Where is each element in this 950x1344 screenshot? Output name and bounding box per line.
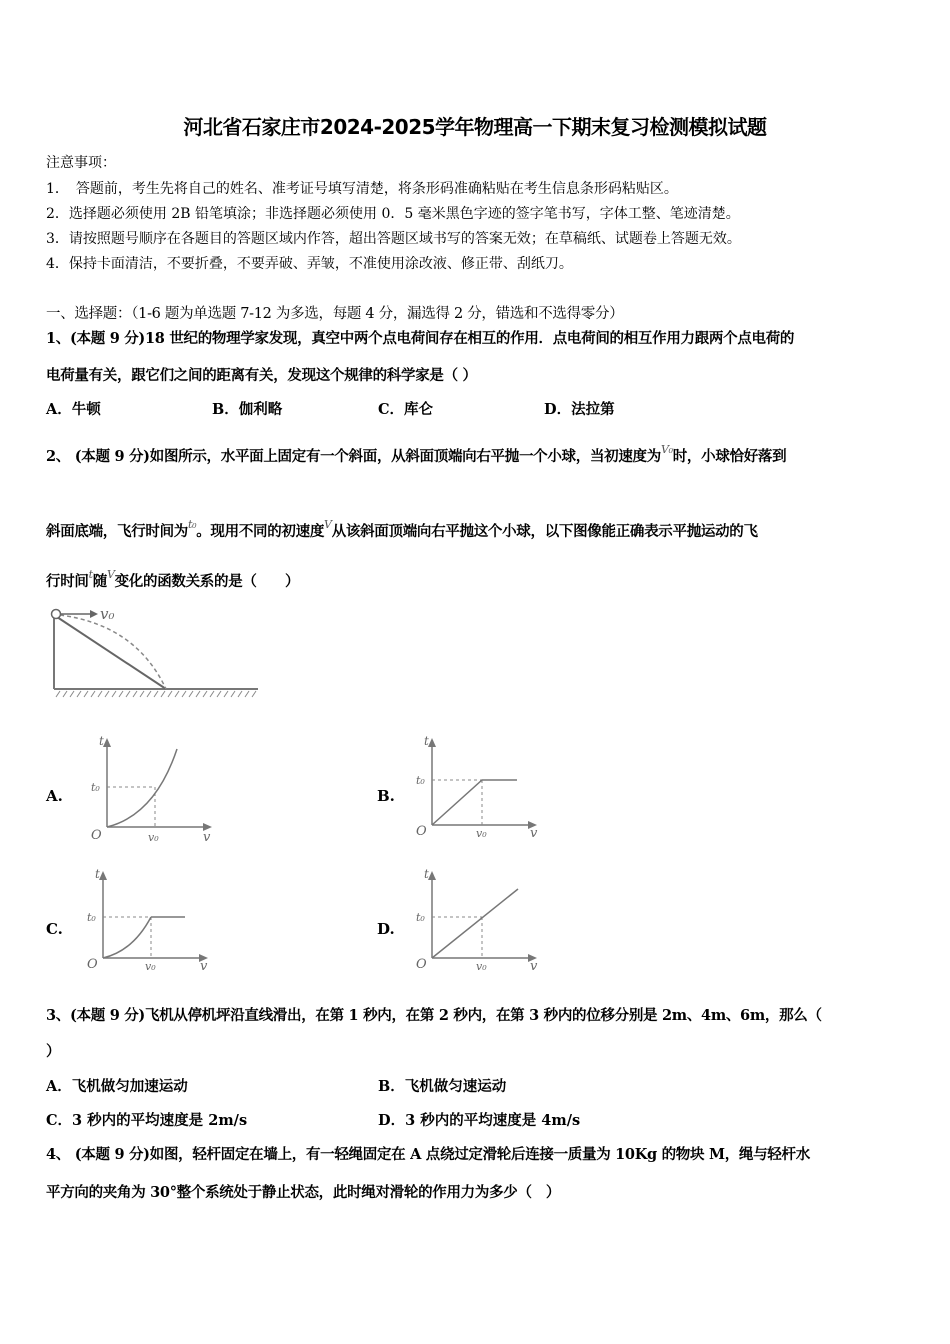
t-symbol: t — [88, 568, 93, 581]
v-symbol-2: V — [106, 568, 115, 581]
notice-item-2: 2．选择题必须使用 2B 铅笔填涂；非选择题必须使用 0．5 毫米黑色字迹的签字笔书写，字体工整、笔迹清楚。 — [46, 206, 740, 222]
svg-text:O: O — [91, 828, 102, 843]
svg-text:t₀: t₀ — [87, 911, 96, 924]
q1-line1: 1、(本题 9 分)18 世纪的物理学家发现，真空中两个点电荷间存在相互的作用．点电荷间的相互作用力跟两个点电荷的 — [46, 330, 795, 347]
t0-symbol: t₀ — [188, 518, 197, 531]
q3-line1: 3、(本题 9 分)飞机从停机坪沿直线滑出，在第 1 秒内，在第 2 秒内，在第 3 秒内的位移分别是 2m、4m、6m，那么（ — [46, 1007, 822, 1024]
v0-symbol: V₀ — [660, 443, 673, 456]
q3-option-a: A．飞机做匀加速运动 — [46, 1078, 188, 1095]
q3-option-c: C．3 秒内的平均速度是 2m/s — [46, 1112, 248, 1129]
q2-line2 — [46, 520, 758, 541]
q4-line1: 4、 (本题 9 分)如图，轻杆固定在墙上，有一轻绳固定在 A 点绕过定滑轮后连接一质量为 10Kg 的物块 M，绳与轻杆水 — [46, 1146, 810, 1163]
q1-option-b: B．伽利略 — [212, 401, 283, 418]
svg-text:t: t — [95, 867, 100, 881]
q2-line1 — [46, 445, 786, 466]
notice-heading: 注意事项： — [46, 155, 116, 171]
graph-b-label: B. — [377, 787, 395, 805]
svg-text:t₀: t₀ — [416, 911, 425, 924]
svg-text:t: t — [424, 735, 429, 748]
q1-option-d: D．法拉第 — [544, 401, 615, 418]
q2-line3 — [46, 570, 299, 591]
graph-c-label: C. — [46, 920, 63, 938]
v-symbol: V — [324, 518, 332, 531]
svg-text:O: O — [416, 824, 427, 839]
svg-text:t: t — [424, 867, 429, 881]
notice-item-4: 4．保持卡面清洁，不要折叠，不要弄破、弄皱，不准使用涂改液、修正带、刮纸刀。 — [46, 256, 573, 272]
graph-a — [85, 735, 220, 845]
graph-b — [412, 735, 547, 845]
page-title: 河北省石家庄市2024-2025学年物理高一下期末复习检测模拟试题 — [183, 115, 767, 139]
section-heading: 一、选择题：（1-6 题为单选题 7-12 为多选，每题 4 分，漏选得 2 分，错选和不选得零分） — [46, 306, 624, 322]
svg-text:O: O — [87, 957, 98, 972]
q1-line2: 电荷量有关，跟它们之间的距离有关，发现这个规律的科学家是（ ） — [46, 367, 477, 384]
svg-text:v₀: v₀ — [476, 827, 487, 840]
q1-option-c: C．库仑 — [378, 401, 434, 418]
q2-line3-a: 行时间 — [46, 573, 89, 590]
svg-text:v₀: v₀ — [476, 960, 487, 973]
graph-d — [412, 866, 547, 976]
q4-line2: 平方向的夹角为 30°整个系统处于静止状态，此时绳对滑轮的作用力为多少（ ） — [46, 1184, 561, 1201]
graph-c — [83, 866, 218, 976]
svg-text:v₀: v₀ — [145, 960, 156, 973]
figure-v0-label: v₀ — [100, 605, 115, 623]
graph-a-label: A. — [46, 787, 63, 805]
svg-text:v: v — [530, 826, 538, 841]
q2-line2-a: 斜面底端，飞行时间为 — [46, 523, 188, 540]
svg-text:t: t — [99, 735, 104, 748]
notice-item-3: 3．请按照题号顺序在各题目的答题区域内作答，超出答题区域书写的答案无效；在草稿纸、试题卷上答题无效。 — [46, 231, 741, 247]
svg-text:O: O — [416, 957, 427, 972]
svg-text:t₀: t₀ — [416, 774, 425, 787]
q2-line2-b: 。现用不同的初速度 — [196, 523, 325, 540]
q1-option-a: A．牛顿 — [46, 401, 101, 418]
graph-d-label: D. — [377, 920, 395, 938]
svg-text:v: v — [530, 959, 538, 974]
q2-line2-c: 从该斜面顶端向右平抛这个小球，以下图像能正确表示平抛运动的飞 — [331, 523, 758, 540]
q2-line3-b: 随 — [92, 573, 107, 590]
q3-option-b: B．飞机做匀速运动 — [378, 1078, 507, 1095]
incline-figure — [46, 605, 266, 700]
q3-option-d: D．3 秒内的平均速度是 4m/s — [378, 1112, 581, 1129]
notice-item-1: 1． 答题前，考生先将自己的姓名、准考证号填写清楚，将条形码准确粘贴在考生信息条形码粘贴区。 — [46, 181, 678, 197]
svg-text:v: v — [200, 959, 208, 974]
q2-line3-c: 变化的函数关系的是（ ） — [114, 573, 300, 590]
svg-text:v: v — [203, 830, 211, 845]
q2-line1-a: 2、 (本题 9 分)如图所示，水平面上固定有一个斜面，从斜面顶端向右平抛一个小球，当初速度为 — [46, 448, 661, 465]
q3-line2: ） — [46, 1043, 61, 1060]
q2-line1-b: 时，小球恰好落到 — [672, 448, 787, 465]
svg-text:v₀: v₀ — [148, 831, 159, 844]
svg-text:t₀: t₀ — [91, 781, 100, 794]
